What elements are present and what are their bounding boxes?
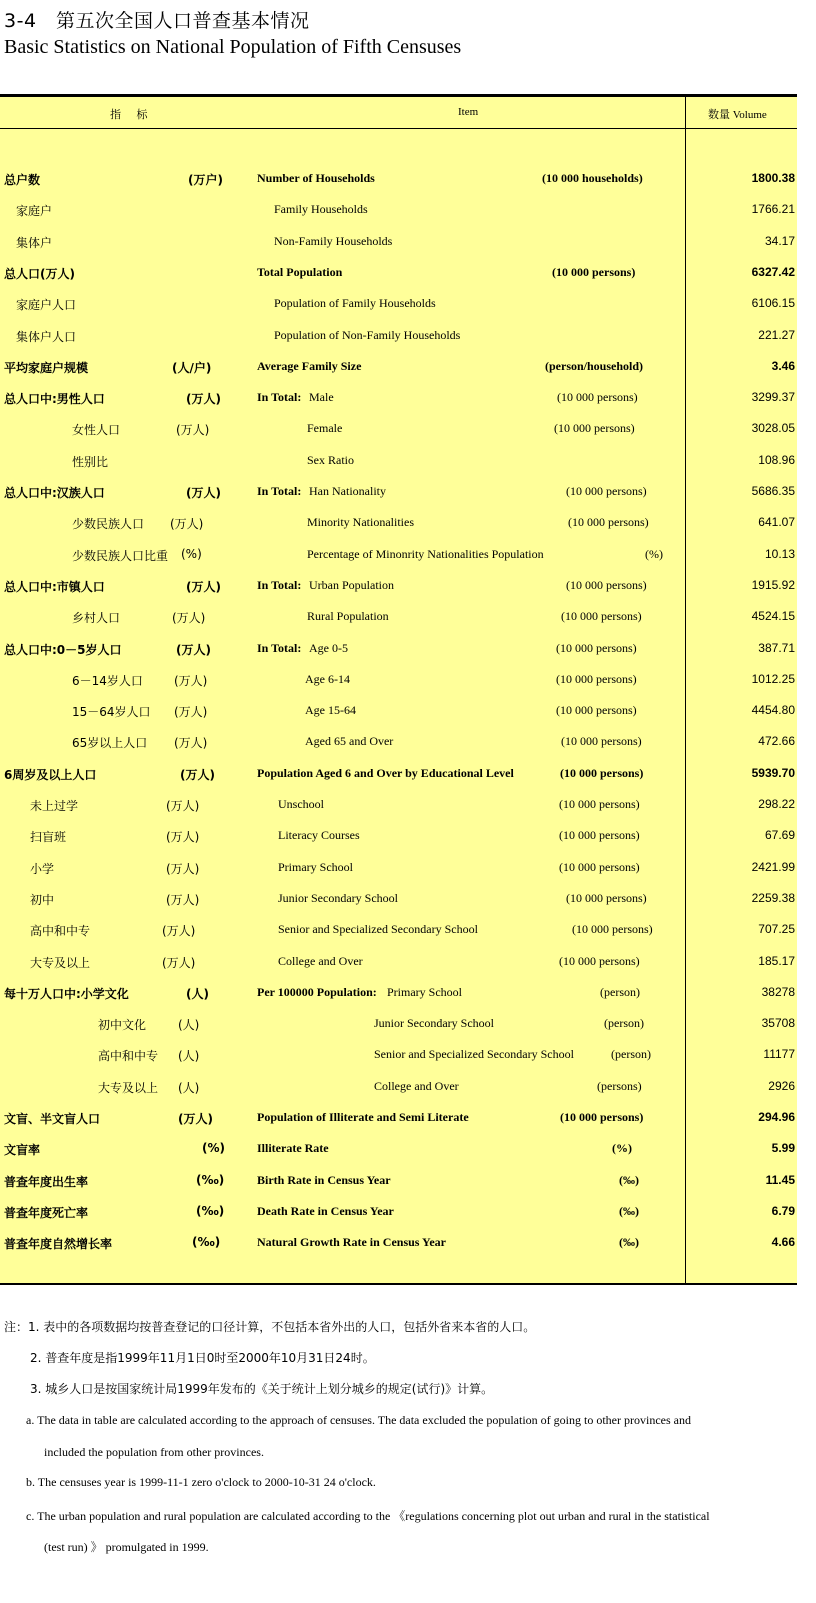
item-en: Population of Family Households [274,296,436,311]
unit-en: (10 000 persons) [559,828,640,843]
table-row [0,576,797,596]
table-row [0,952,797,972]
table-row [0,263,797,283]
table-row [0,732,797,752]
indicator-cn: 初中文化 [98,1018,147,1033]
item-en: Literacy Courses [278,828,360,843]
volume-value: 3028.05 [751,421,795,436]
item-en: Senior and Specialized Secondary School [278,922,478,937]
table-row [0,1077,797,1097]
item-en: Population Aged 6 and Over by Educational Level [257,765,514,780]
item-en: Age 6-14 [305,671,350,686]
item-en: Age 15-64 [305,703,356,718]
table-row [0,388,797,408]
volume-value: 10.13 [764,546,795,561]
unit-en: (10 000 persons) [554,421,635,436]
note-c-line2: (test run) 》 promulgated in 1999. [44,1540,209,1554]
volume-value: 294.96 [758,1110,795,1124]
item-en: Average Family Size [257,358,362,373]
unit-en: (10 000 persons) [566,484,647,498]
item-en-detail: Male [309,390,334,405]
table-row [0,795,797,815]
unit-en: (‰) [619,1235,639,1250]
item-en: Aged 65 and Over [305,734,394,749]
header-indicator: 指 标 [110,108,154,121]
volume-value: 34.17 [764,233,795,248]
unit-cn: (万人) [176,642,211,657]
indicator-cn: 文盲、半文盲人口 [4,1112,101,1126]
unit-en: (10 000 persons) [556,640,637,655]
unit-cn: (万人) [170,517,204,532]
indicator-cn: 总人口中:市镇人口 [4,579,105,594]
volume-value: 6106.15 [751,296,795,311]
item-en: Sex Ratio [307,452,354,467]
unit-cn: (万人) [162,924,196,939]
table-row [0,326,797,346]
indicator-cn: 女性人口 [72,423,121,438]
note-a-line1: a. The data in table are calculated according to the approach of censuses. The data excluded the population of going to other provinces and [26,1413,691,1427]
note-a-line2: included the population from other provinces. [44,1445,264,1459]
table-row [0,1045,797,1065]
volume-value: 4454.80 [751,703,795,718]
table-row [0,419,797,439]
table-row [0,294,797,314]
item-en: Illiterate Rate [257,1141,329,1156]
note-2: 2. 普查年度是指1999年11月1日0时至2000年10月31日24时。 [30,1351,375,1365]
table-row [0,983,797,1003]
table-row [0,1014,797,1034]
indicator-cn: 高中和中专 [30,924,91,939]
unit-cn: (人/户) [172,360,212,375]
unit-en: (person) [600,984,640,999]
indicator-cn: 总人口中:汉族人口 [4,486,105,500]
item-en: Percentage of Minonrity Nationalities Population [307,546,544,561]
indicator-cn: 文盲率 [4,1143,41,1158]
table-row [0,1171,797,1191]
item-en: In Total: [257,484,302,498]
unit-cn: (万人) [178,1112,213,1126]
volume-value: 298.22 [758,797,795,811]
item-en: Birth Rate in Census Year [257,1172,391,1187]
item-en: Death Rate in Census Year [257,1203,394,1218]
volume-value: 11.45 [765,1172,795,1187]
volume-value: 1915.92 [751,577,795,592]
volume-value: 1800.38 [751,171,795,185]
indicator-cn: 集体户 [16,235,53,250]
indicator-cn: 少数民族人口 [72,517,145,532]
volume-value: 641.07 [758,515,795,530]
indicator-cn: 乡村人口 [72,611,121,626]
unit-cn: (%) [202,1141,225,1156]
item-en: Unschool [278,797,324,811]
item-en: Non-Family Households [274,233,393,248]
item-en: In Total: [257,640,302,655]
volume-value: 5686.35 [751,484,795,498]
volume-value: 6327.42 [751,264,795,279]
unit-cn: (万人) [166,830,200,845]
table-row [0,670,797,690]
table-row [0,639,797,659]
table-row [0,701,797,721]
volume-value: 4.66 [771,1235,795,1250]
unit-en: (%) [645,546,663,561]
item-en: Senior and Specialized Secondary School [374,1047,574,1062]
table-row [0,232,797,252]
table-row [0,357,797,377]
header-divider [0,128,797,129]
unit-en: (%) [612,1141,632,1156]
volume-value: 2259.38 [751,890,795,905]
indicator-cn: 普查年度死亡率 [4,1205,89,1220]
unit-cn: (人) [178,1049,200,1064]
indicator-cn: 大专及以上 [98,1080,159,1095]
unit-cn: (人) [178,1018,200,1033]
volume-value: 387.71 [758,640,795,655]
item-en: College and Over [374,1078,459,1093]
item-en: Junior Secondary School [278,890,398,905]
unit-en: (person) [604,1016,644,1031]
unit-en: (person) [611,1047,651,1062]
item-en: Population of Illiterate and Semi Literate [257,1110,469,1124]
volume-value: 2926 [768,1078,795,1093]
table-row [0,169,797,189]
indicator-cn: 15－64岁人口 [72,705,151,720]
indicator-cn: 总户数 [4,173,41,187]
item-en: Rural Population [307,609,389,624]
unit-en: (10 000 persons) [560,1110,644,1124]
item-en: College and Over [278,953,363,968]
table-row [0,607,797,627]
unit-cn: (‰) [192,1235,221,1250]
unit-en: (10 000 persons) [556,703,637,718]
unit-en: (10 000 persons) [566,577,647,592]
item-en: Family Households [274,202,368,217]
indicator-cn: 未上过学 [30,799,79,813]
indicator-cn: 总人口(万人) [4,266,75,281]
unit-en: (10 000 persons) [561,734,642,749]
item-en: Natural Growth Rate in Census Year [257,1235,446,1250]
unit-en: (‰) [619,1203,639,1218]
item-en: In Total: [257,577,302,592]
volume-value: 1766.21 [751,202,795,217]
table-row [0,764,797,784]
unit-cn: (人) [178,1080,200,1095]
unit-cn: (万人) [166,799,200,813]
unit-en: (persons) [597,1078,642,1093]
header-volume [708,106,767,122]
unit-en: (‰) [619,1172,639,1187]
table-row [0,826,797,846]
item-en-detail: Primary School [387,984,462,999]
table-row [0,482,797,502]
unit-cn: (‰) [196,1172,225,1187]
item-en-detail: Age 0-5 [309,640,348,655]
indicator-cn: 家庭户人口 [16,298,77,313]
unit-en: (10 000 persons) [552,264,636,279]
volume-value: 2421.99 [751,859,795,874]
volume-value: 108.96 [758,452,795,467]
indicator-cn: 家庭户 [16,204,53,219]
page-title-en: Basic Statistics on National Population of Fifth Censuses [4,36,462,58]
indicator-cn: 每十万人口中:小学文化 [4,986,129,1001]
unit-cn: (万人) [186,579,221,594]
table-row [0,858,797,878]
unit-en: (10 000 persons) [559,953,640,968]
item-en: Number of Households [257,171,375,185]
unit-cn: (万人) [176,423,210,438]
indicator-cn: 总人口中:男性人口 [4,392,105,407]
indicator-cn: 性别比 [72,454,109,469]
unit-cn: (%) [181,546,202,561]
volume-value: 6.79 [771,1203,795,1218]
header-volume-en: Volume [732,109,767,121]
indicator-cn: 总人口中:0－5岁人口 [4,642,122,657]
volume-value: 67.69 [764,828,795,843]
item-en-detail: Urban Population [309,577,394,592]
note-b: b. The censuses year is 1999-11-1 zero o'clock to 2000-10-31 24 o'clock. [26,1475,376,1489]
indicator-cn: 高中和中专 [98,1049,159,1064]
item-en: Total Population [257,264,343,279]
item-en: Primary School [278,859,353,874]
indicator-cn: 6周岁及以上人口 [4,767,97,782]
unit-en: (10 000 persons) [568,515,649,530]
indicator-cn: 小学 [30,861,55,876]
volume-value: 38278 [761,984,795,999]
unit-en: (10 000 persons) [559,797,640,811]
unit-cn: (人) [186,986,209,1001]
unit-cn: (万人) [172,611,206,626]
indicator-cn: 集体户人口 [16,329,77,344]
note-c-line1: c. The urban population and rural population are calculated according to the 《regulations concerning plot out urban and rural in the statistical [26,1509,710,1523]
unit-cn: (万人) [186,486,221,500]
item-en: Per 100000 Population: [257,984,377,999]
table-row [0,1233,797,1253]
note-3: 3. 城乡人口是按国家统计局1999年发布的《关于统计上划分城乡的规定(试行)》计算。 [30,1382,494,1396]
table-row [0,889,797,909]
statistics-table [0,94,797,1285]
item-en: Population of Non-Family Households [274,327,461,342]
unit-cn: (‰) [196,1203,225,1218]
item-en: In Total: [257,390,302,405]
indicator-cn: 普查年度出生率 [4,1174,89,1189]
unit-cn: (万人) [166,892,200,907]
indicator-cn: 少数民族人口比重 [72,548,169,563]
volume-value: 5.99 [771,1141,795,1156]
volume-value: 3299.37 [751,390,795,405]
volume-value: 4524.15 [751,609,795,624]
item-en: Female [307,421,343,436]
item-en: Minority Nationalities [307,515,414,530]
volume-value: 5939.70 [751,765,795,780]
volume-value: 1012.25 [751,671,795,686]
unit-cn: (万人) [186,392,221,407]
volume-value: 35708 [761,1016,795,1031]
table-row [0,200,797,220]
unit-en: (10 000 persons) [566,890,647,905]
unit-en: (10 000 households) [542,171,643,185]
table-row [0,545,797,565]
indicator-cn: 初中 [30,892,55,907]
unit-en: (10 000 persons) [560,765,644,780]
volume-value: 472.66 [758,734,795,749]
item-en-detail: Han Nationality [309,484,386,498]
unit-cn: (万人) [174,673,208,688]
table-row [0,1108,797,1128]
unit-en: (10 000 persons) [559,859,640,874]
unit-cn: (万人) [174,736,208,751]
unit-en: (person/household) [545,358,644,373]
indicator-cn: 平均家庭户规模 [4,360,89,375]
item-en: Junior Secondary School [374,1016,494,1031]
volume-value: 185.17 [758,953,795,968]
volume-value: 11177 [763,1047,795,1062]
indicator-cn: 大专及以上 [30,955,91,970]
note-1: 注：1. 表中的各项数据均按普查登记的口径计算，不包括本省外出的人口，包括外省来本省的人口。 [4,1320,536,1334]
table-row [0,451,797,471]
header-item: Item [458,106,479,118]
unit-cn: (万人) [180,767,215,782]
indicator-cn: 普查年度自然增长率 [4,1237,113,1252]
unit-en: (10 000 persons) [572,922,653,937]
indicator-cn: 扫盲班 [30,830,67,845]
unit-cn: (万户) [188,173,223,187]
table-row [0,1139,797,1159]
unit-cn: (万人) [174,705,208,720]
volume-value: 221.27 [758,327,795,342]
table-row [0,920,797,940]
volume-value: 3.46 [771,358,795,373]
unit-en: (10 000 persons) [557,390,638,405]
unit-en: (10 000 persons) [556,671,637,686]
unit-en: (10 000 persons) [561,609,642,624]
page-title-cn: 3-4 第五次全国人口普查基本情况 [4,10,310,32]
header-volume-cn: 数量 [708,108,730,121]
table-row [0,513,797,533]
indicator-cn: 65岁以上人口 [72,736,148,751]
unit-cn: (万人) [162,955,196,970]
indicator-cn: 6－14岁人口 [72,673,143,688]
table-row [0,1202,797,1222]
unit-cn: (万人) [166,861,200,876]
volume-value: 707.25 [758,922,795,937]
